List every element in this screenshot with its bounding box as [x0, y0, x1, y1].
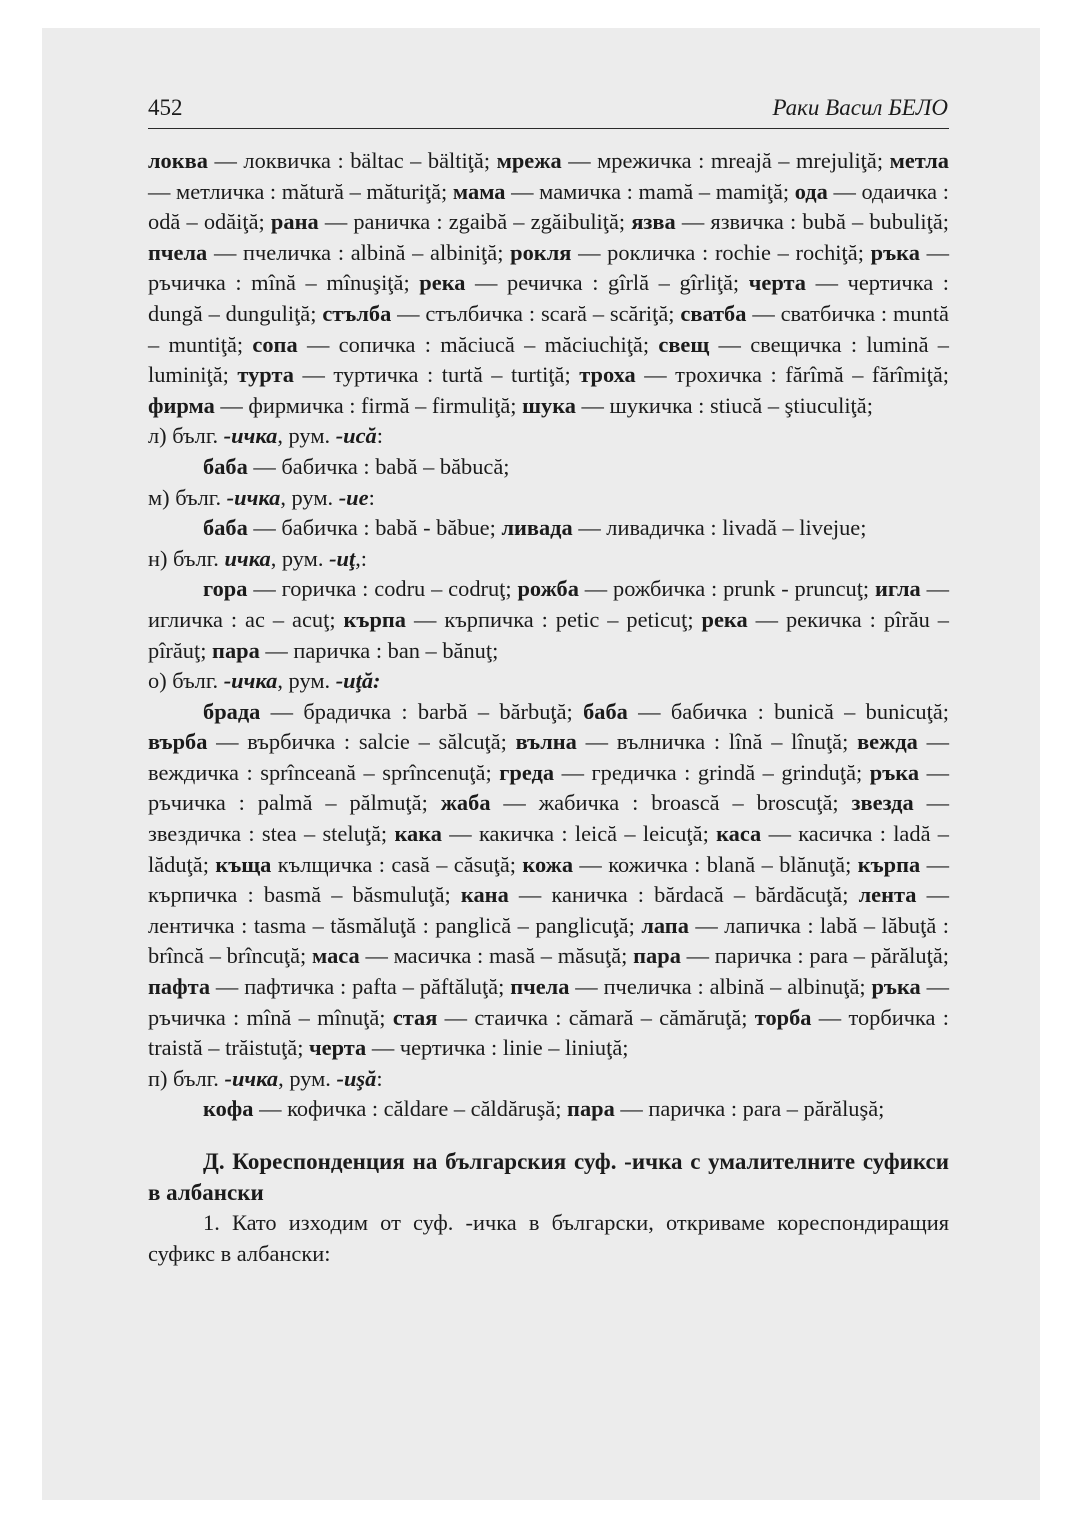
section-m-label: м) бълг. -ичка, рум. -ue:	[148, 484, 375, 510]
section-m-text: баба — бабичка : babă - băbue; ливада — ливадичка : livadă – livejue;	[203, 515, 867, 541]
section-heading: Д. Кореспонденция на българския суф. -ичка с умалителните суфикси в албански	[148, 1149, 949, 1205]
paragraph-word-pairs: локва — локвичка : bältac – bältiţă; мрежа — мрежичка : mreajă – mrejuliţă; метла — метличка : mătură – măturiţă; мама — мамичка : mamă – mamiţă; ода — одаичка : odă – odăiţă; рана — раничка : zgaibă – zgăibuliţă; язва — язвичка : bubă – bubuliţă; пчела — пчеличка : albină – albiniţă; рокля — рокличка : rochie – rochiţă; ръка — ръчичка : mînă – mînuşiţă; река — речичка : gîrlă – gîrliţă; черта — чертичка : dungă – dunguliţă; стълба — стълбичка : scară – scăriţă; сватба — сватбичка : muntă – muntiţă; сопа — сопичка : măciucă – măciuchiţă; свещ — свещичка : lumină – luminiţă; турта — туртичка : turtă – turtiţă; троха — трохичка : fărîmă – fărîmiţă; фирма — фирмичка : firmă – firmuliţă; шука — шукичка : stiucă – ştiuculiţă;	[148, 148, 950, 418]
header-rule	[148, 128, 949, 129]
section-p-text: кофа — кофичка : căldare – căldăruşă; пара — паричка : para – părăluşă;	[203, 1096, 885, 1122]
page-number: 452	[148, 95, 183, 120]
running-head-author: Раки Васил БЕЛО	[772, 95, 948, 120]
section-l-label: л) бълг. -ичка, рум. -ucă:	[148, 423, 383, 449]
section-p-label: п) бълг. -ичка, рум. -uşă:	[148, 1065, 383, 1091]
section-n-label: н) бълг. ичка, рум. -uţ,:	[148, 545, 368, 571]
section-o-text: брада — брадичка : barbă – bărbuţă; баба — бабичка : bunică – bunicuţă; върба — върбичка : salcie – sălcuţă; вълна — вълничка : lînă – lînuţă; вежда — веждичка : sprînceană – sprîncenuţă; греда — гредичка : grindă – grinduţă; ръка — ръчичка : palmă – pălmuţă; жаба — жабичка : broască – broscuţă; звезда — звездичка : stea – steluţă; кака — какичка : leică – leicuţă; каса — касичка : ladă – lăduţă; къща кълщичка : casă – căsuţă; кожа — кожичка : blană – blănuţă; кърпа — кърпичка : basmă – băsmuluţă; кана — каничка : bărdacă – bărdăcuţă; лента — лентичка : tasma – tăsmăluţă : panglică – panglicuţă; лапа — лапичка : labă – lăbuţă : brîncă – brîncuţă; маса — масичка : masă – măsuţă; пара — паричка : para – părăluţă; пафта — пафтичка : pafta – păftăluţă; пчела — пчеличка : albină – albinuţă; ръка — ръчичка : mînă – mînuţă; стая — стаичка : cămară – cămăruţă; торба — торбичка : traistă – trăistuţă; черта — чертичка : linie – liniuţă;	[148, 698, 949, 1061]
section-n-text: гора — горичка : codru – codruţ; рожба — рожбичка : prunk - pruncuţ; игла — игличка : ac – acuţ; кърпа — кърпичка : petic – peticuţ; река — рекичка : pîrău – pîrăuţ; пара — паричка : ban – bănuţ;	[148, 576, 949, 663]
section-o-label: о) бълг. -ичка, рум. -uţă:	[148, 668, 381, 694]
paragraph-final: 1. Като изходим от суф. -ичка в български, откриваме кореспондиращия суфикс в албански:	[148, 1210, 949, 1266]
running-head	[148, 95, 948, 135]
page-body	[148, 146, 949, 1269]
section-l-text: баба — бабичка : babă – băbucă;	[203, 453, 510, 479]
